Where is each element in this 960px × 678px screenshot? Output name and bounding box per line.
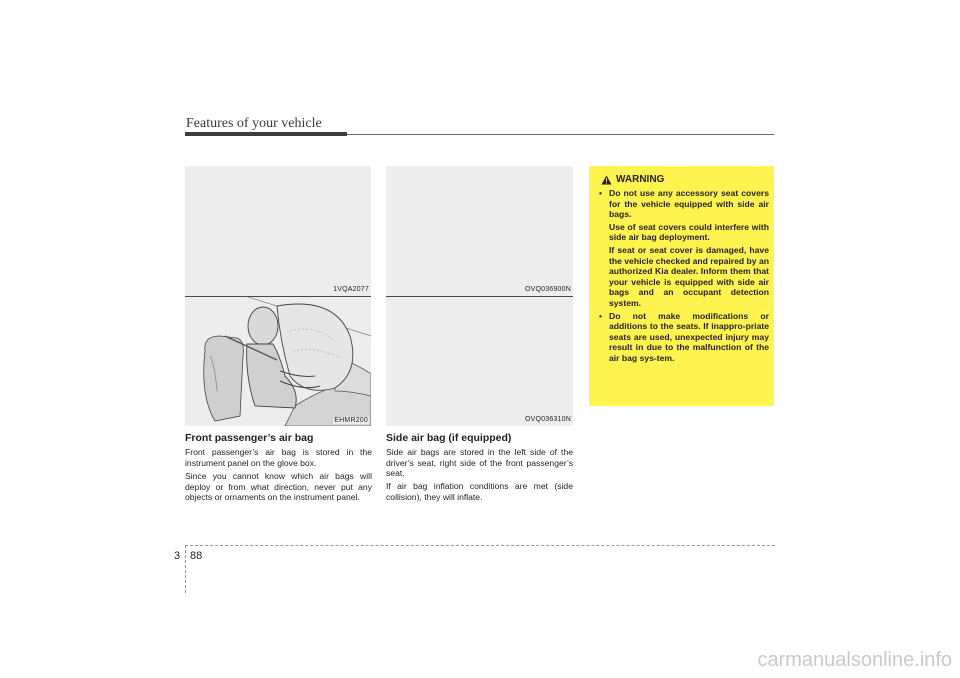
chapter-number: 3 (174, 550, 181, 562)
warning-paragraph: Do not make modifications or additions to the seats. If inappro-priate seats are used, unexpected injury may result in due to the malfunction of the air bag sys-tem. (609, 310, 769, 363)
body-paragraph: Side air bags are stored in the left side of the driver’s seat, right side of the front passenger’s seat. (386, 447, 573, 479)
warning-list (599, 188, 769, 366)
footer-rule (185, 545, 775, 546)
warning-paragraph: Use of seat covers could interfere with side air bag deployment. (609, 221, 769, 243)
figure-passenger-airbag (185, 296, 371, 426)
front-passenger-airbag-heading: Front passenger’s air bag (185, 432, 314, 444)
page-number: 88 (190, 550, 203, 562)
warning-paragraph: Do not use any accessory seat covers for the vehicle equipped with side air bags. (609, 188, 769, 220)
figure-code: OVQ036310N (525, 416, 571, 423)
figure-code: OVQ036900N (525, 286, 571, 293)
header-bar (185, 132, 347, 136)
body-paragraph: Front passenger’s air bag is stored in the instrument panel on the glove box. (185, 447, 372, 468)
figure-ovq036900n (386, 166, 573, 296)
warning-header (601, 174, 664, 185)
side-airbag-heading: Side air bag (if equipped) (386, 432, 512, 444)
figure-code: EHMR200 (334, 417, 368, 424)
passenger-airbag-illustration (185, 296, 371, 426)
figure-ovq036310n (386, 296, 573, 426)
warning-title: WARNING (616, 174, 665, 185)
footer-vertical-rule (185, 545, 186, 593)
figure-code: 1VQA2077 (333, 286, 369, 293)
figure-1vqa2077 (185, 166, 371, 296)
warning-item (599, 311, 769, 366)
warning-item-body (609, 188, 769, 311)
warning-triangle-icon (601, 175, 612, 185)
body-paragraph: If air bag inflation conditions are met (side collision), they will inflate. (386, 481, 573, 502)
figure-divider (386, 296, 573, 297)
body-paragraph: Since you cannot know which air bags will deploy or from what direction, never put any objects or ornaments on the instrument panel. (185, 471, 372, 503)
header-rule (347, 134, 774, 135)
warning-box (589, 166, 774, 406)
bullet: • (599, 310, 603, 321)
warning-paragraph: If seat or seat cover is damaged, have the vehicle checked and repaired by an authorized Kia dealer. Inform them that your vehicle is equipped with side air bags and an occupant detection system. (609, 244, 770, 308)
bullet: • (599, 188, 603, 198)
warning-item (599, 188, 769, 311)
watermark: carmanualsonline.info (757, 649, 952, 671)
warning-item-body (609, 311, 769, 366)
page-header-title: Features of your vehicle (186, 116, 322, 131)
